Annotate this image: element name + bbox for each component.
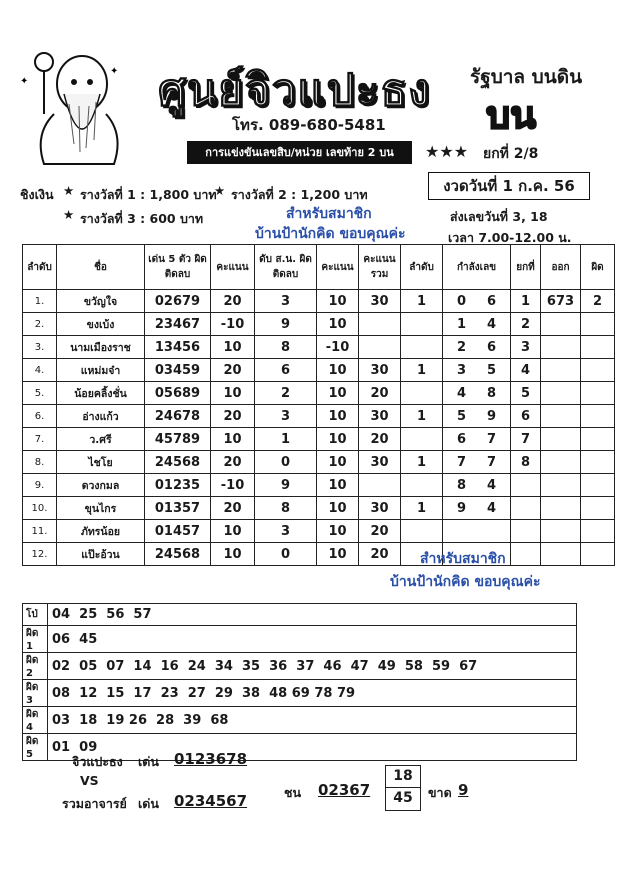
mascot-illustration: [14, 44, 132, 169]
row-label: โป่: [23, 604, 48, 626]
cell-no: 8.: [23, 451, 57, 474]
cell-power-a: 0: [456, 293, 467, 309]
cell-out: [541, 428, 581, 451]
player-1-value: 0123678: [174, 750, 248, 768]
column-header: ดับ ส.น. ผิดติดลบ: [255, 245, 317, 290]
cell-power-a: 1: [456, 316, 467, 332]
row-label: ผิด 1: [23, 626, 48, 653]
table-row: [23, 336, 615, 359]
cell-five: 24678: [145, 405, 211, 428]
column-header: เด่น 5 ตัว ผิดติดลบ: [145, 245, 211, 290]
cell-power-number: [443, 428, 511, 451]
competition-banner: การแข่งขันเลขสิบ/หน่วย เลขท้าย 2 บน: [187, 141, 412, 164]
prize-heading: ชิงเงิน: [20, 187, 54, 202]
cell-s1: 20: [211, 405, 255, 428]
cell-wrong: [581, 359, 615, 382]
cell-round: [511, 474, 541, 497]
cell-out: [541, 451, 581, 474]
cell-rank: 1: [401, 405, 443, 428]
cell-out: [541, 405, 581, 428]
column-header: ลำดับ: [401, 245, 443, 290]
cell-round: 7: [511, 428, 541, 451]
cell-total: 20: [359, 543, 401, 566]
cell-s1: 10: [211, 520, 255, 543]
cell-s2: 10: [317, 290, 359, 313]
cell-no: 4.: [23, 359, 57, 382]
cell-power-number: [443, 290, 511, 313]
list-item: [23, 604, 577, 626]
cell-wrong: [581, 474, 615, 497]
cell-round: 1: [511, 290, 541, 313]
cell-five: 01357: [145, 497, 211, 520]
cell-dub: 3: [255, 520, 317, 543]
cell-no: 1.: [23, 290, 57, 313]
cell-five: 05689: [145, 382, 211, 405]
cell-wrong: [581, 382, 615, 405]
cell-s1: 10: [211, 336, 255, 359]
cell-out: 673: [541, 290, 581, 313]
cell-five: 24568: [145, 543, 211, 566]
table-row: [23, 543, 615, 566]
wrong-numbers-table: [22, 603, 577, 761]
cell-power-b: 4: [486, 477, 497, 493]
cell-rank: [401, 382, 443, 405]
cell-power-number: [443, 382, 511, 405]
send-date: ส่งเลขวันที่ 3, 18: [450, 209, 548, 224]
row-label: ผิด 5: [23, 734, 48, 761]
cell-name: ขวัญใจ: [57, 290, 145, 313]
cell-rank: [401, 313, 443, 336]
cell-rank: 1: [401, 451, 443, 474]
cell-no: 10.: [23, 497, 57, 520]
cell-name: น้อยคลิ้งชั่น: [57, 382, 145, 405]
cell-total: 30: [359, 497, 401, 520]
row-values: 04 25 56 57: [48, 604, 577, 626]
svg-text:✦: ✦: [20, 76, 29, 87]
cell-power-b: 9: [486, 408, 497, 424]
cell-round: 3: [511, 336, 541, 359]
row-values: 01 09: [48, 734, 577, 761]
cell-power-number: [443, 336, 511, 359]
table-row: [23, 405, 615, 428]
cell-s2: 10: [317, 543, 359, 566]
cell-total: [359, 474, 401, 497]
cell-wrong: 2: [581, 290, 615, 313]
win-value: 02367: [318, 781, 371, 799]
cell-wrong: [581, 497, 615, 520]
cell-five: 45789: [145, 428, 211, 451]
cell-dub: 2: [255, 382, 317, 405]
cell-power-a: 4: [456, 385, 467, 401]
cell-dub: 9: [255, 313, 317, 336]
row-values: 03 18 19 26 28 39 68: [48, 707, 577, 734]
cell-no: 3.: [23, 336, 57, 359]
fraction-box: [385, 765, 421, 811]
list-item: [23, 707, 577, 734]
star-rating: ★★★: [425, 142, 469, 161]
cell-no: 11.: [23, 520, 57, 543]
cell-power-a: 2: [456, 339, 467, 355]
cell-no: 9.: [23, 474, 57, 497]
cell-out: [541, 497, 581, 520]
row-label: ผิด 4: [23, 707, 48, 734]
cell-dub: 8: [255, 336, 317, 359]
table-row: [23, 359, 615, 382]
table-row: [23, 313, 615, 336]
cell-total: [359, 336, 401, 359]
cell-no: 6.: [23, 405, 57, 428]
cell-round: 6: [511, 405, 541, 428]
player-2-value: 0234567: [174, 792, 248, 810]
cell-power-b: 4: [486, 316, 497, 332]
cell-no: 2.: [23, 313, 57, 336]
member-note-2: บ้านป้านักคิด ขอบคุณค่ะ: [255, 226, 406, 242]
column-header: ผิด: [581, 245, 615, 290]
cell-power-b: 7: [486, 454, 497, 470]
cell-total: 30: [359, 359, 401, 382]
cell-wrong: [581, 543, 615, 566]
cell-five: 01457: [145, 520, 211, 543]
win-label: ชน: [284, 785, 302, 800]
round-label: ยกที่ 2/8: [483, 146, 539, 162]
cell-dub: 0: [255, 543, 317, 566]
star-icon: ★: [63, 183, 75, 198]
cell-s2: 10: [317, 497, 359, 520]
cell-out: [541, 382, 581, 405]
column-header: คะแนน รวม: [359, 245, 401, 290]
cell-rank: [401, 336, 443, 359]
cell-s1: 10: [211, 382, 255, 405]
draw-date-box: งวดวันที่ 1 ก.ค. 56: [428, 172, 590, 200]
cell-s2: 10: [317, 474, 359, 497]
cell-round: 8: [511, 451, 541, 474]
cell-wrong: [581, 428, 615, 451]
cell-power-b: 7: [486, 431, 497, 447]
cell-name: อ่างแก้ว: [57, 405, 145, 428]
cell-wrong: [581, 451, 615, 474]
cell-dub: 9: [255, 474, 317, 497]
cell-power-number: [443, 451, 511, 474]
cell-five: 13456: [145, 336, 211, 359]
cell-s1: 10: [211, 543, 255, 566]
cell-total: 20: [359, 520, 401, 543]
column-header: คะแนน: [211, 245, 255, 290]
government-label: รัฐบาล บนดิน: [470, 66, 583, 88]
cell-total: 20: [359, 382, 401, 405]
cell-out: [541, 313, 581, 336]
cell-dub: 0: [255, 451, 317, 474]
player-2-name: รวมอาจารย์: [62, 796, 127, 811]
table-row: [23, 451, 615, 474]
cell-power-b: 6: [486, 339, 497, 355]
time-window: เวลา 7.00-12.00 น.: [448, 230, 572, 245]
cell-round: 2: [511, 313, 541, 336]
table-row: [23, 497, 615, 520]
cell-round: [511, 543, 541, 566]
cell-s2: -10: [317, 336, 359, 359]
fraction-top: 18: [386, 766, 420, 788]
cell-s1: 20: [211, 451, 255, 474]
cell-power-number: [443, 497, 511, 520]
cell-rank: [401, 428, 443, 451]
row-label: ผิด 2: [23, 653, 48, 680]
cell-out: [541, 520, 581, 543]
cell-wrong: [581, 336, 615, 359]
cell-out: [541, 359, 581, 382]
cell-power-number: [443, 520, 511, 543]
cell-total: [359, 313, 401, 336]
cell-five: 03459: [145, 359, 211, 382]
cell-s1: -10: [211, 474, 255, 497]
cell-out: [541, 474, 581, 497]
cell-rank: [401, 520, 443, 543]
cell-s1: 20: [211, 290, 255, 313]
cell-total: 30: [359, 405, 401, 428]
cell-power-b: 8: [486, 385, 497, 401]
row-values: 02 05 07 14 16 24 34 35 36 37 46 47 49 58 59 67: [48, 653, 577, 680]
cell-s2: 10: [317, 359, 359, 382]
cell-name: แหม่มจ๋า: [57, 359, 145, 382]
cell-five: 01235: [145, 474, 211, 497]
cell-wrong: [581, 520, 615, 543]
cell-power-a: 9: [456, 500, 467, 516]
cell-power-a: 5: [456, 408, 467, 424]
cell-five: 23467: [145, 313, 211, 336]
table-row: [23, 520, 615, 543]
cell-name: แป๊ะอ้วน: [57, 543, 145, 566]
player-1-name: จิวแปะธง: [72, 754, 123, 769]
cell-wrong: [581, 313, 615, 336]
cell-total: 30: [359, 451, 401, 474]
cell-power-number: [443, 474, 511, 497]
column-header: ออก: [541, 245, 581, 290]
column-header: คะแนน: [317, 245, 359, 290]
cell-power-a: 6: [456, 431, 467, 447]
cell-rank: [401, 474, 443, 497]
list-item: [23, 653, 577, 680]
cell-s2: 10: [317, 451, 359, 474]
cell-power-b: 5: [486, 362, 497, 378]
cell-name: ขุนไกร: [57, 497, 145, 520]
cell-wrong: [581, 405, 615, 428]
cell-round: [511, 520, 541, 543]
column-header: กำลังเลข: [443, 245, 511, 290]
column-header: ลำดับ: [23, 245, 57, 290]
cell-dub: 1: [255, 428, 317, 451]
cell-total: 30: [359, 290, 401, 313]
cell-power-a: 3: [456, 362, 467, 378]
cell-s1: 10: [211, 428, 255, 451]
row-label: ผิด 3: [23, 680, 48, 707]
cell-no: 7.: [23, 428, 57, 451]
den-label-1: เด่น: [138, 754, 159, 769]
member-note-1: สำหรับสมาชิก: [286, 206, 372, 222]
cell-five: 24568: [145, 451, 211, 474]
cell-five: 02679: [145, 290, 211, 313]
cell-name: ว.ศรี: [57, 428, 145, 451]
row-values: 08 12 15 17 23 27 29 38 48 69 78 79: [48, 680, 577, 707]
cell-rank: 1: [401, 359, 443, 382]
table-row: [23, 428, 615, 451]
cell-power-number: [443, 405, 511, 428]
cell-dub: 3: [255, 290, 317, 313]
cell-s2: 10: [317, 382, 359, 405]
cell-round: [511, 497, 541, 520]
cell-name: ไชโย: [57, 451, 145, 474]
cell-dub: 6: [255, 359, 317, 382]
brand-title: ศูนย์จิวแปะธง: [158, 65, 431, 116]
list-item: [23, 626, 577, 653]
table-header: [23, 245, 615, 290]
versus-label: VS: [80, 773, 99, 788]
cell-name: นามเมืองราช: [57, 336, 145, 359]
member-note-3: สำหรับสมาชิก: [420, 551, 506, 567]
cell-name: ดวงกมล: [57, 474, 145, 497]
column-header: ชื่อ: [57, 245, 145, 290]
cell-s2: 10: [317, 520, 359, 543]
upper-label: บน: [486, 93, 537, 137]
cell-s2: 10: [317, 428, 359, 451]
prize-1: รางวัลที่ 1 : 1,800 บาท: [80, 187, 217, 202]
fraction-bottom: 45: [393, 790, 413, 806]
cell-power-a: 8: [456, 477, 467, 493]
cell-out: [541, 543, 581, 566]
cell-s1: -10: [211, 313, 255, 336]
den-label-2: เด่น: [138, 796, 159, 811]
lack-label: ขาด: [428, 785, 452, 800]
cell-power-b: 4: [486, 500, 497, 516]
cell-no: 12.: [23, 543, 57, 566]
cell-name: ภัทรน้อย: [57, 520, 145, 543]
prize-3: รางวัลที่ 3 : 600 บาท: [80, 211, 204, 226]
svg-text:✦: ✦: [110, 66, 119, 77]
cell-name: ขงเบ้ง: [57, 313, 145, 336]
scores-table: [22, 244, 615, 566]
cell-round: 5: [511, 382, 541, 405]
cell-rank: 1: [401, 497, 443, 520]
star-icon: ★: [63, 207, 75, 222]
star-icon: ★: [214, 183, 226, 198]
cell-out: [541, 336, 581, 359]
table-row: [23, 382, 615, 405]
cell-power-number: [443, 359, 511, 382]
lack-value: 9: [458, 781, 469, 799]
cell-total: 20: [359, 428, 401, 451]
prize-2: รางวัลที่ 2 : 1,200 บาท: [231, 187, 368, 202]
cell-s1: 20: [211, 497, 255, 520]
cell-round: 4: [511, 359, 541, 382]
table-row: [23, 474, 615, 497]
cell-power-b: 6: [486, 293, 497, 309]
cell-s2: 10: [317, 313, 359, 336]
list-item: [23, 680, 577, 707]
cell-dub: 8: [255, 497, 317, 520]
cell-no: 5.: [23, 382, 57, 405]
table-row: [23, 290, 615, 313]
row-values: 06 45: [48, 626, 577, 653]
cell-s2: 10: [317, 405, 359, 428]
column-header: ยกที่: [511, 245, 541, 290]
cell-rank: 1: [401, 290, 443, 313]
cell-s1: 20: [211, 359, 255, 382]
phone-number: โทร. 089-680-5481: [232, 116, 386, 134]
cell-power-number: [443, 313, 511, 336]
cell-power-a: 7: [456, 454, 467, 470]
member-note-4: บ้านป้านักคิด ขอบคุณค่ะ: [390, 574, 541, 590]
cell-dub: 3: [255, 405, 317, 428]
